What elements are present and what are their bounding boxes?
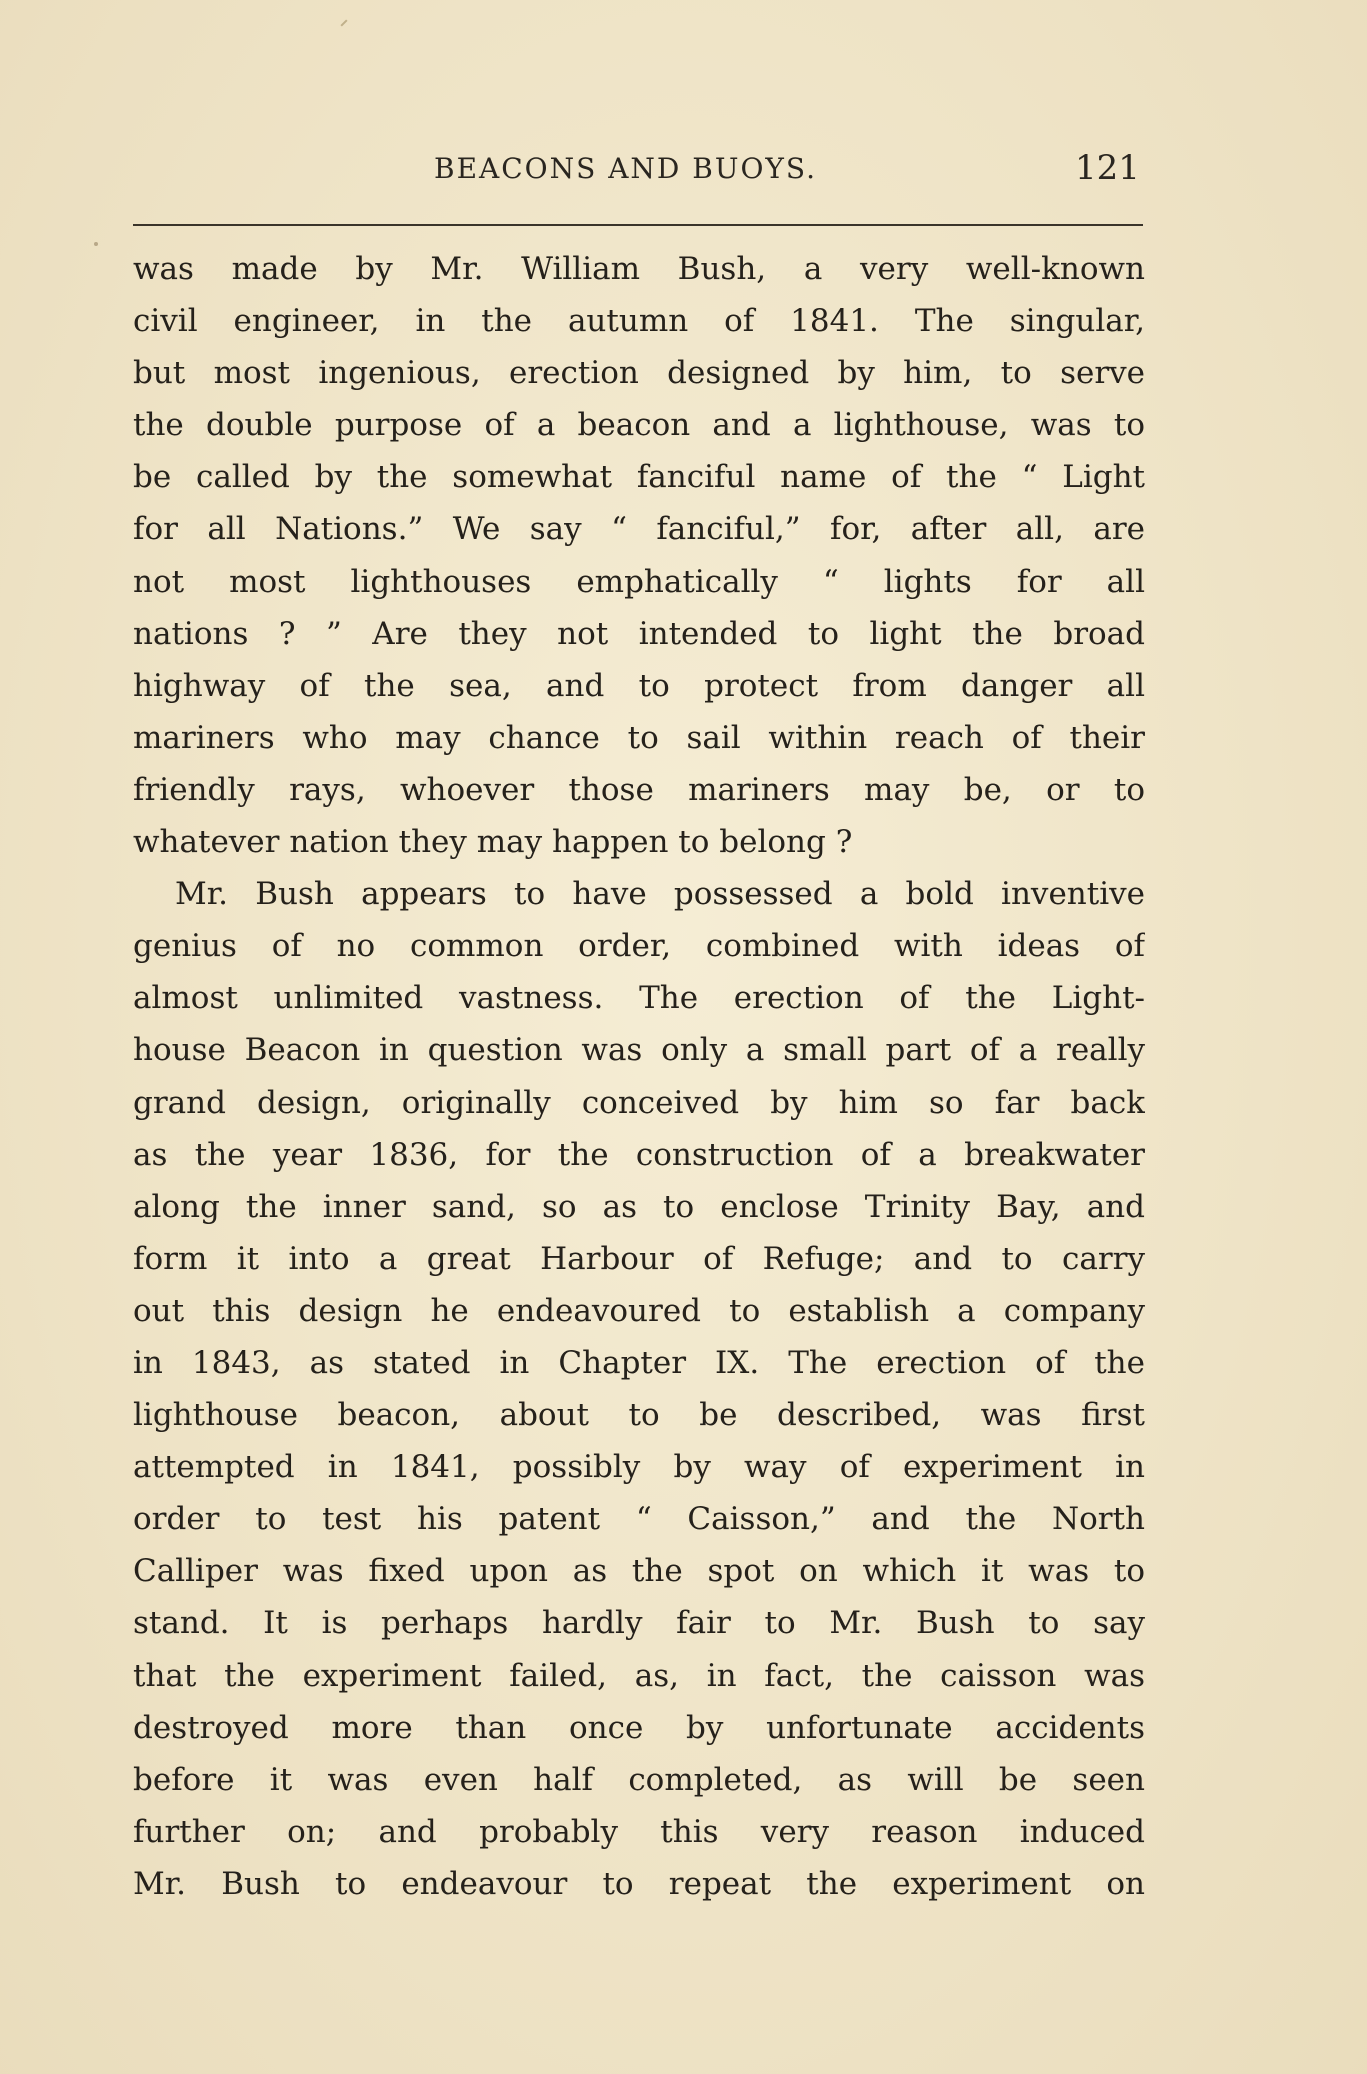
text-line: further on; and probably this very reason induced (133, 1813, 1145, 1850)
text-line: stand. It is perhaps hardly fair to Mr. Bush to say (133, 1605, 1145, 1642)
text-line: was made by Mr. William Bush, a very well-known (133, 251, 1145, 287)
text-line: whatever nation they may happen to belong ? (133, 824, 853, 861)
text-line: genius of no common order, combined with ideas of (133, 928, 1145, 965)
text-line: for all Nations.” We say “ fanciful,” for, after all, are (133, 511, 1145, 548)
header-rule (133, 224, 1143, 226)
text-line: the double purpose of a beacon and a lighthouse, was to (133, 407, 1145, 444)
text-line: nations ? ” Are they not intended to light the broad (133, 615, 1145, 652)
body-text (133, 243, 1145, 1910)
text-line: in 1843, as stated in Chapter IX. The erection of the (133, 1344, 1145, 1381)
paper-speck (94, 242, 98, 246)
text-line: grand design, originally conceived by him so far back (133, 1084, 1145, 1121)
text-line: civil engineer, in the autumn of 1841. The singular, (133, 303, 1145, 340)
running-title: BEACONS AND BUOYS. (434, 152, 817, 185)
text-line: out this design he endeavoured to establish a company (133, 1292, 1145, 1329)
text-line: house Beacon in question was only a small part of a really (133, 1032, 1145, 1069)
text-line: be called by the somewhat fanciful name of the “ Light (133, 459, 1145, 496)
page-number: 121 (1075, 148, 1140, 188)
text-line: attempted in 1841, possibly by way of experiment in (133, 1449, 1145, 1486)
text-line: almost unlimited vastness. The erection of the Light- (133, 980, 1145, 1017)
margin-mark (340, 19, 347, 26)
text-line: Calliper was fixed upon as the spot on which it was to (133, 1553, 1145, 1590)
text-line: that the experiment failed, as, in fact, the caisson was (133, 1657, 1145, 1694)
text-line: order to test his patent “ Caisson,” and the North (133, 1501, 1145, 1538)
text-line: mariners who may chance to sail within reach of their (133, 719, 1145, 756)
text-line: before it was even half completed, as will be seen (133, 1761, 1145, 1798)
text-line: but most ingenious, erection designed by him, to serve (133, 355, 1145, 392)
text-line: highway of the sea, and to protect from danger all (133, 667, 1145, 704)
text-line: friendly rays, whoever those mariners may be, or to (133, 771, 1145, 808)
text-line: as the year 1836, for the construction of a breakwater (133, 1136, 1145, 1173)
text-line: Mr. Bush to endeavour to repeat the experiment on (133, 1865, 1145, 1902)
text-line: lighthouse beacon, about to be described, was first (133, 1397, 1145, 1434)
text-line: not most lighthouses emphatically “ lights for all (133, 563, 1145, 600)
paragraph-start-line: Mr. Bush appears to have possessed a bold inventive (175, 876, 1145, 913)
text-line: along the inner sand, so as to enclose Trinity Bay, and (133, 1188, 1145, 1225)
text-line: destroyed more than once by unfortunate accidents (133, 1709, 1145, 1746)
text-line: form it into a great Harbour of Refuge; and to carry (133, 1240, 1145, 1277)
